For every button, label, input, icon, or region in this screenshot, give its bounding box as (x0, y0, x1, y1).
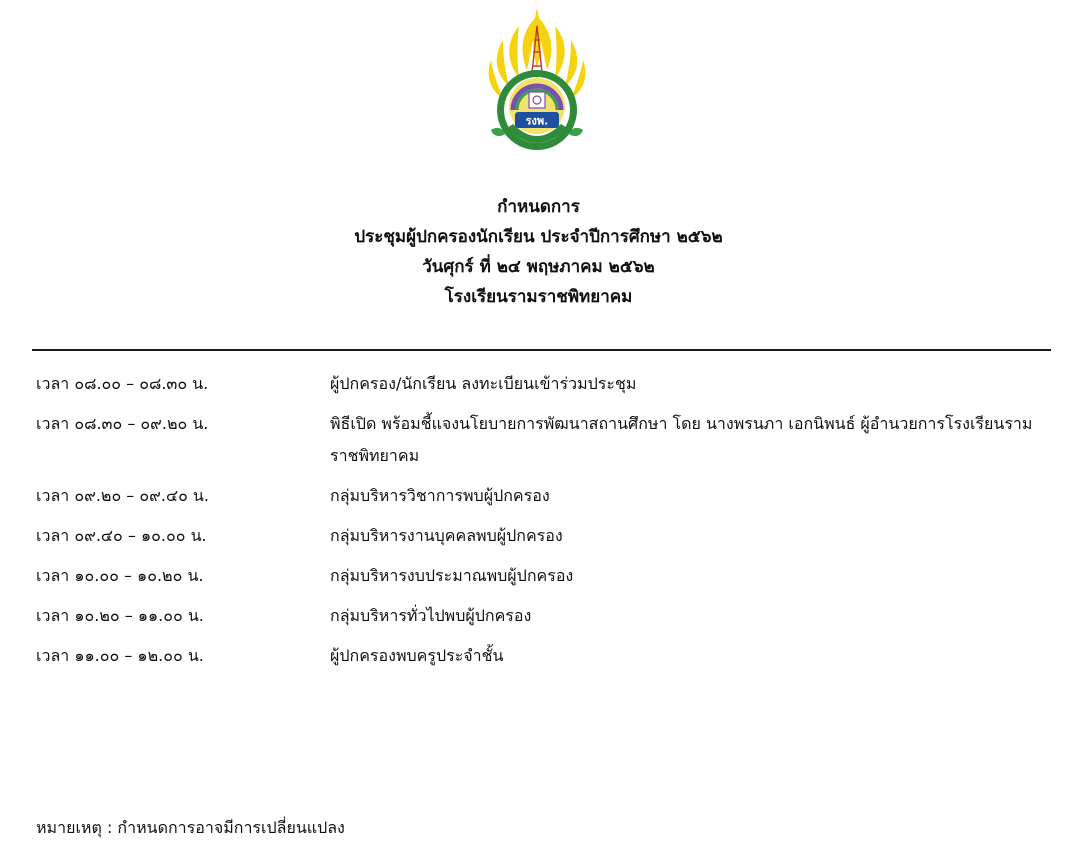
schedule-time: เวลา ๑๐.๐๐ – ๑๐.๒๐ น. (36, 566, 204, 585)
schedule-row (36, 408, 1046, 472)
logo-badge-text: รงพ. (525, 114, 549, 128)
schedule-list (36, 368, 1046, 672)
schedule-activity: กลุ่มบริหารวิชาการพบผู้ปกครอง (330, 486, 550, 505)
schedule-time: เวลา ๐๙.๔๐ – ๑๐.๐๐ น. (36, 526, 207, 545)
schedule-row (36, 560, 1046, 592)
schedule-row (36, 368, 1046, 400)
schedule-time: เวลา ๐๙.๒๐ – ๐๙.๔๐ น. (36, 486, 209, 505)
footnote: หมายเหตุ : กำหนดการอาจมีการเปลี่ยนแปลง (36, 818, 345, 837)
title-date: วันศุกร์ ที่ ๒๔ พฤษภาคม ๒๕๖๒ (422, 257, 655, 277)
schedule-activity: ผู้ปกครองพบครูประจำชั้น (330, 646, 504, 665)
schedule-time: เวลา ๑๐.๒๐ – ๑๑.๐๐ น. (36, 606, 204, 625)
schedule-activity: พิธีเปิด พร้อมชี้แจงนโยบายการพัฒนาสถานศึกษา โดย นางพรนภา เอกนิพนธ์ ผู้อำนวยการโรงเรียนรามราชพิทยาคม (330, 414, 1033, 465)
schedule-time: เวลา ๐๘.๓๐ – ๐๙.๒๐ น. (36, 414, 209, 433)
schedule-row (36, 480, 1046, 512)
schedule-time: เวลา ๑๑.๐๐ – ๑๒.๐๐ น. (36, 646, 204, 665)
divider (32, 349, 1051, 351)
schedule-activity: กลุ่มบริหารงานบุคคลพบผู้ปกครอง (330, 526, 563, 545)
school-logo (477, 6, 597, 166)
schedule-activity: กลุ่มบริหารทั่วไปพบผู้ปกครอง (330, 606, 532, 625)
schedule-activity: ผู้ปกครอง/นักเรียน ลงทะเบียนเข้าร่วมประชุม (330, 374, 637, 393)
schedule-activity: กลุ่มบริหารงบประมาณพบผู้ปกครอง (330, 566, 574, 585)
schedule-row (36, 640, 1046, 672)
schedule-row (36, 600, 1046, 632)
building-icon (529, 92, 545, 108)
title-school: โรงเรียนรามราชพิทยาคม (444, 287, 633, 307)
title-heading: กำหนดการ (497, 197, 580, 217)
schedule-time: เวลา ๐๘.๐๐ – ๐๘.๓๐ น. (36, 374, 209, 393)
title-block (0, 192, 1077, 312)
title-event: ประชุมผู้ปกครองนักเรียน ประจำปีการศึกษา ๒๕๖๒ (354, 227, 723, 247)
schedule-row (36, 520, 1046, 552)
